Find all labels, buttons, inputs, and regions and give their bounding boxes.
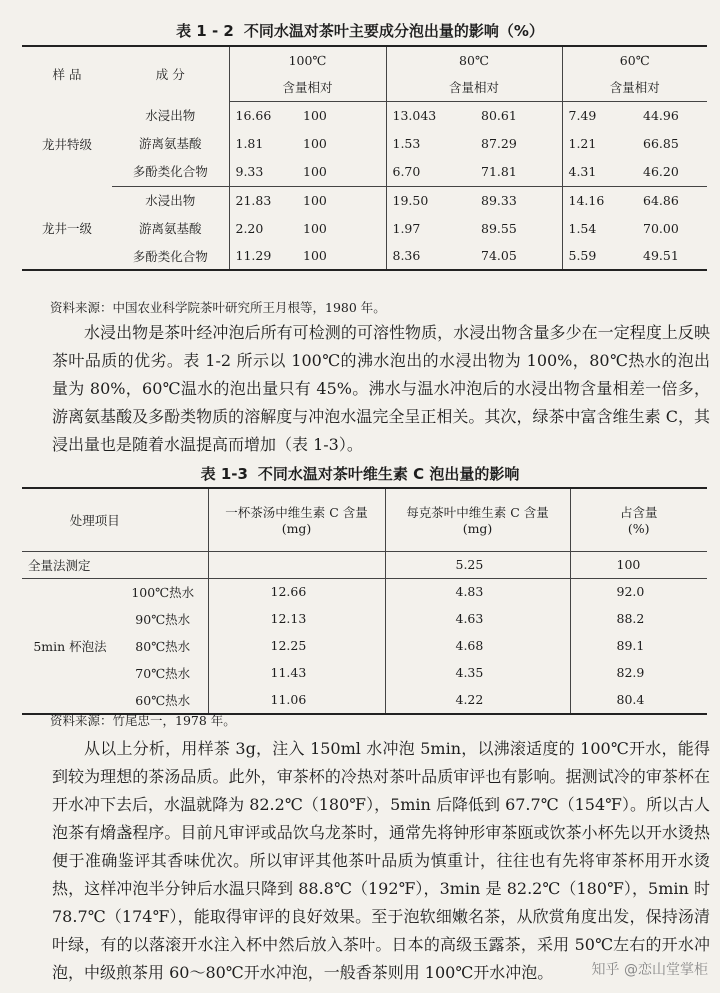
table2-header-col2-unit: (mg) bbox=[462, 521, 493, 537]
table-row bbox=[22, 578, 707, 605]
table1-cell: 100 bbox=[303, 220, 327, 236]
table2-cell: 4.83 bbox=[385, 578, 570, 605]
table2-header-col2 bbox=[385, 488, 570, 551]
table2-temp: 80℃热水 bbox=[135, 638, 191, 654]
table2-header-item: 处理项目 bbox=[22, 488, 208, 551]
table1-cell: 4.31 bbox=[562, 157, 637, 186]
table1-cell: 7.49 bbox=[562, 101, 637, 129]
paragraph-1 bbox=[52, 319, 710, 459]
table1-cell: 21.83 bbox=[229, 186, 297, 214]
table1-header-sub-60: 含量相对 bbox=[562, 73, 707, 101]
watermark: 知乎 @恋山堂掌柜 bbox=[591, 962, 708, 978]
table1-component: 多酚类化合物 bbox=[112, 157, 229, 186]
table1-cell: 74.05 bbox=[481, 248, 517, 263]
table2-cell bbox=[208, 551, 385, 578]
table1-header-component: 成 分 bbox=[155, 67, 185, 82]
table2-header-col3 bbox=[570, 488, 707, 551]
table1-source: 资料来源：中国农业科学院茶叶研究所王月根等，1980 年。 bbox=[50, 300, 386, 315]
table1-cell: 49.51 bbox=[643, 248, 679, 263]
table1-cell: 16.66 bbox=[229, 101, 297, 129]
table2-cell: 4.63 bbox=[385, 605, 570, 632]
table1-cell: 89.55 bbox=[481, 220, 517, 236]
paragraph-2 bbox=[52, 735, 710, 987]
table2-header-col1 bbox=[208, 488, 385, 551]
table2-number: 表 1-3 bbox=[200, 465, 248, 483]
table1-cell: 44.96 bbox=[643, 107, 679, 123]
table1-cell: 1.53 bbox=[386, 129, 475, 157]
table2-cell: 5.25 bbox=[385, 551, 570, 578]
paragraph-2-text: 从以上分析，用样茶 3g，注入 150ml 水冲泡 5min，以沸滚适度的 100℃开水，能得到较为理想的茶汤品质。此外，审茶杯的冷热对茶叶品质审评也有影响。据测试冷的审茶杯在开水冲下去后，水温就降为 82.2℃（180℉），5min 后降低到 67.7℃（154℉）。所以古人泡茶有熁盏程序。目前凡审评或品饮乌龙茶时，通常先将钟形审茶瓯或饮茶小杯先以开水烫热便于准确鉴评其香味优次。所以审评其他茶叶品质为慎重计，往往也有先将审茶杯用开水烫热，这样冲泡半分钟后水温只降到 88.8℃（192℉），3min 是 82.2℃（180℉），5min 时 78.7℃（174℉），能取得审评的良好效果。至于泡软细嫩名茶，从欣赏角度出发，保持汤清叶绿，有的以落滚开水注入杯中然后放入茶叶。日本的高级玉露茶，采用 50℃左右的开水冲泡，中级煎茶用 60～80℃开水冲泡，一般香茶则用 100℃开水冲泡。 bbox=[52, 739, 710, 982]
table1-component: 多酚类化合物 bbox=[132, 248, 208, 264]
table1-cell: 46.20 bbox=[637, 157, 707, 186]
table1 bbox=[22, 45, 707, 271]
table2-cell: 89.1 bbox=[570, 632, 707, 659]
table-row bbox=[22, 157, 707, 186]
table1-cell: 19.50 bbox=[386, 186, 475, 214]
table-row bbox=[22, 101, 707, 129]
table2-temp: 60℃热水 bbox=[135, 692, 191, 708]
table1-cell: 89.33 bbox=[481, 192, 517, 208]
table-row bbox=[22, 242, 707, 270]
table1-cell: 100 bbox=[303, 248, 327, 263]
table2-cell: 11.06 bbox=[208, 686, 385, 714]
table1-component: 游离氨基酸 bbox=[138, 221, 202, 236]
table1-cell: 13.043 bbox=[386, 101, 475, 129]
table-row bbox=[22, 632, 707, 659]
table1-group-name: 龙井一级 bbox=[41, 220, 92, 236]
table2-header-col1-unit: (mg) bbox=[281, 521, 312, 537]
table-row bbox=[22, 129, 707, 157]
table-row bbox=[22, 686, 707, 714]
table1-cell: 1.21 bbox=[562, 129, 637, 157]
table1-cell: 87.29 bbox=[481, 135, 517, 151]
table2-cell: 80.4 bbox=[570, 686, 707, 714]
table-row bbox=[22, 605, 707, 632]
table-row bbox=[22, 214, 707, 242]
table2-cell: 92.0 bbox=[570, 578, 707, 605]
table-row bbox=[22, 659, 707, 686]
table1-cell: 1.54 bbox=[562, 214, 637, 242]
paragraph-1-text: 水浸出物是茶叶经冲泡后所有可检测的可溶性物质，水浸出物含量多少在一定程度上反映茶叶品质的优劣。表 1-2 所示以 100℃的沸水泡出的水浸出物为 100%，80℃热水的泡出量为 80%，60℃温水的泡出量只有 45%。沸水与温水冲泡后的水浸出物含量相差一倍多，游离氨基酸及多酚类物质的溶解度与冲泡水温完全呈正相关。其次，绿茶中富含维生素 C，其浸出量也是随着水温提高而增加（表 1-3）。 bbox=[52, 323, 710, 454]
table1-cell: 1.97 bbox=[386, 214, 475, 242]
table1-cell: 80.61 bbox=[481, 107, 517, 123]
table1-caption bbox=[0, 20, 720, 41]
table1-cell: 9.33 bbox=[229, 157, 297, 186]
table2-cell: 4.22 bbox=[385, 686, 570, 714]
table1-cell: 14.16 bbox=[562, 186, 637, 214]
table2-cell: 4.68 bbox=[385, 632, 570, 659]
table1-cell: 100 bbox=[303, 192, 327, 208]
table2-temp: 100℃热水 bbox=[131, 584, 195, 600]
table1-header-sample: 样 品 bbox=[52, 67, 82, 82]
table1-group-name: 龙井特级 bbox=[41, 136, 92, 152]
table1-cell: 100 bbox=[303, 107, 327, 123]
table1-cell: 8.36 bbox=[386, 242, 475, 270]
table2-cell: 4.35 bbox=[385, 659, 570, 686]
table1-cell: 100 bbox=[297, 157, 386, 186]
table2-cell: 12.25 bbox=[208, 632, 385, 659]
table1-title: 不同水温对茶叶主要成分泡出量的影响（%） bbox=[243, 22, 544, 40]
table-row bbox=[22, 551, 707, 578]
table1-cell: 6.70 bbox=[386, 157, 475, 186]
table2-header-col3-label: 占含量 bbox=[619, 505, 658, 521]
table2-temp: 70℃热水 bbox=[135, 665, 191, 681]
table2-full-label: 全量法测定 bbox=[22, 551, 208, 578]
table2-cell: 12.66 bbox=[208, 578, 385, 605]
table2-cell: 100 bbox=[570, 551, 707, 578]
table2-caption bbox=[0, 463, 720, 484]
table2-temp: 90℃热水 bbox=[135, 611, 191, 627]
table1-header-temp-80: 80℃ bbox=[386, 46, 562, 73]
table2-method: 5min 杯泡法 bbox=[33, 638, 107, 654]
table1-cell: 70.00 bbox=[643, 220, 679, 236]
table-row bbox=[22, 186, 707, 214]
table1-cell: 71.81 bbox=[475, 157, 562, 186]
table2-cell: 11.43 bbox=[208, 659, 385, 686]
table2-source: 资料来源：竹尾忠一，1978 年。 bbox=[50, 713, 236, 728]
table1-header-temp-60: 60℃ bbox=[562, 46, 707, 73]
table1-cell: 100 bbox=[303, 135, 327, 151]
table1-component: 游离氨基酸 bbox=[138, 136, 202, 151]
table1-header-temp-100: 100℃ bbox=[229, 46, 386, 73]
table2-header-col3-unit: (%) bbox=[627, 521, 650, 537]
table1-component: 水浸出物 bbox=[145, 193, 196, 209]
table1-cell: 11.29 bbox=[229, 242, 297, 270]
table2-header-col2-label: 每克茶叶中维生素 C 含量 bbox=[406, 505, 549, 521]
table1-cell: 66.85 bbox=[643, 135, 679, 151]
table2-title: 不同水温对茶叶维生素 C 泡出量的影响 bbox=[257, 465, 520, 483]
table1-cell: 5.59 bbox=[562, 242, 637, 270]
table2 bbox=[22, 487, 707, 715]
table2-cell: 12.13 bbox=[208, 605, 385, 632]
table1-component: 水浸出物 bbox=[145, 108, 196, 123]
table1-number: 表 1 - 2 bbox=[176, 22, 234, 40]
table2-header-col1-label: 一杯茶汤中维生素 C 含量 bbox=[225, 505, 368, 521]
table1-cell: 2.20 bbox=[229, 214, 297, 242]
table2-cell: 88.2 bbox=[570, 605, 707, 632]
table1-cell: 64.86 bbox=[643, 192, 679, 208]
table1-header-sub-100: 含量相对 bbox=[229, 73, 386, 101]
table1-header-sub-80: 含量相对 bbox=[386, 73, 562, 101]
table1-cell: 1.81 bbox=[229, 129, 297, 157]
table2-cell: 82.9 bbox=[570, 659, 707, 686]
